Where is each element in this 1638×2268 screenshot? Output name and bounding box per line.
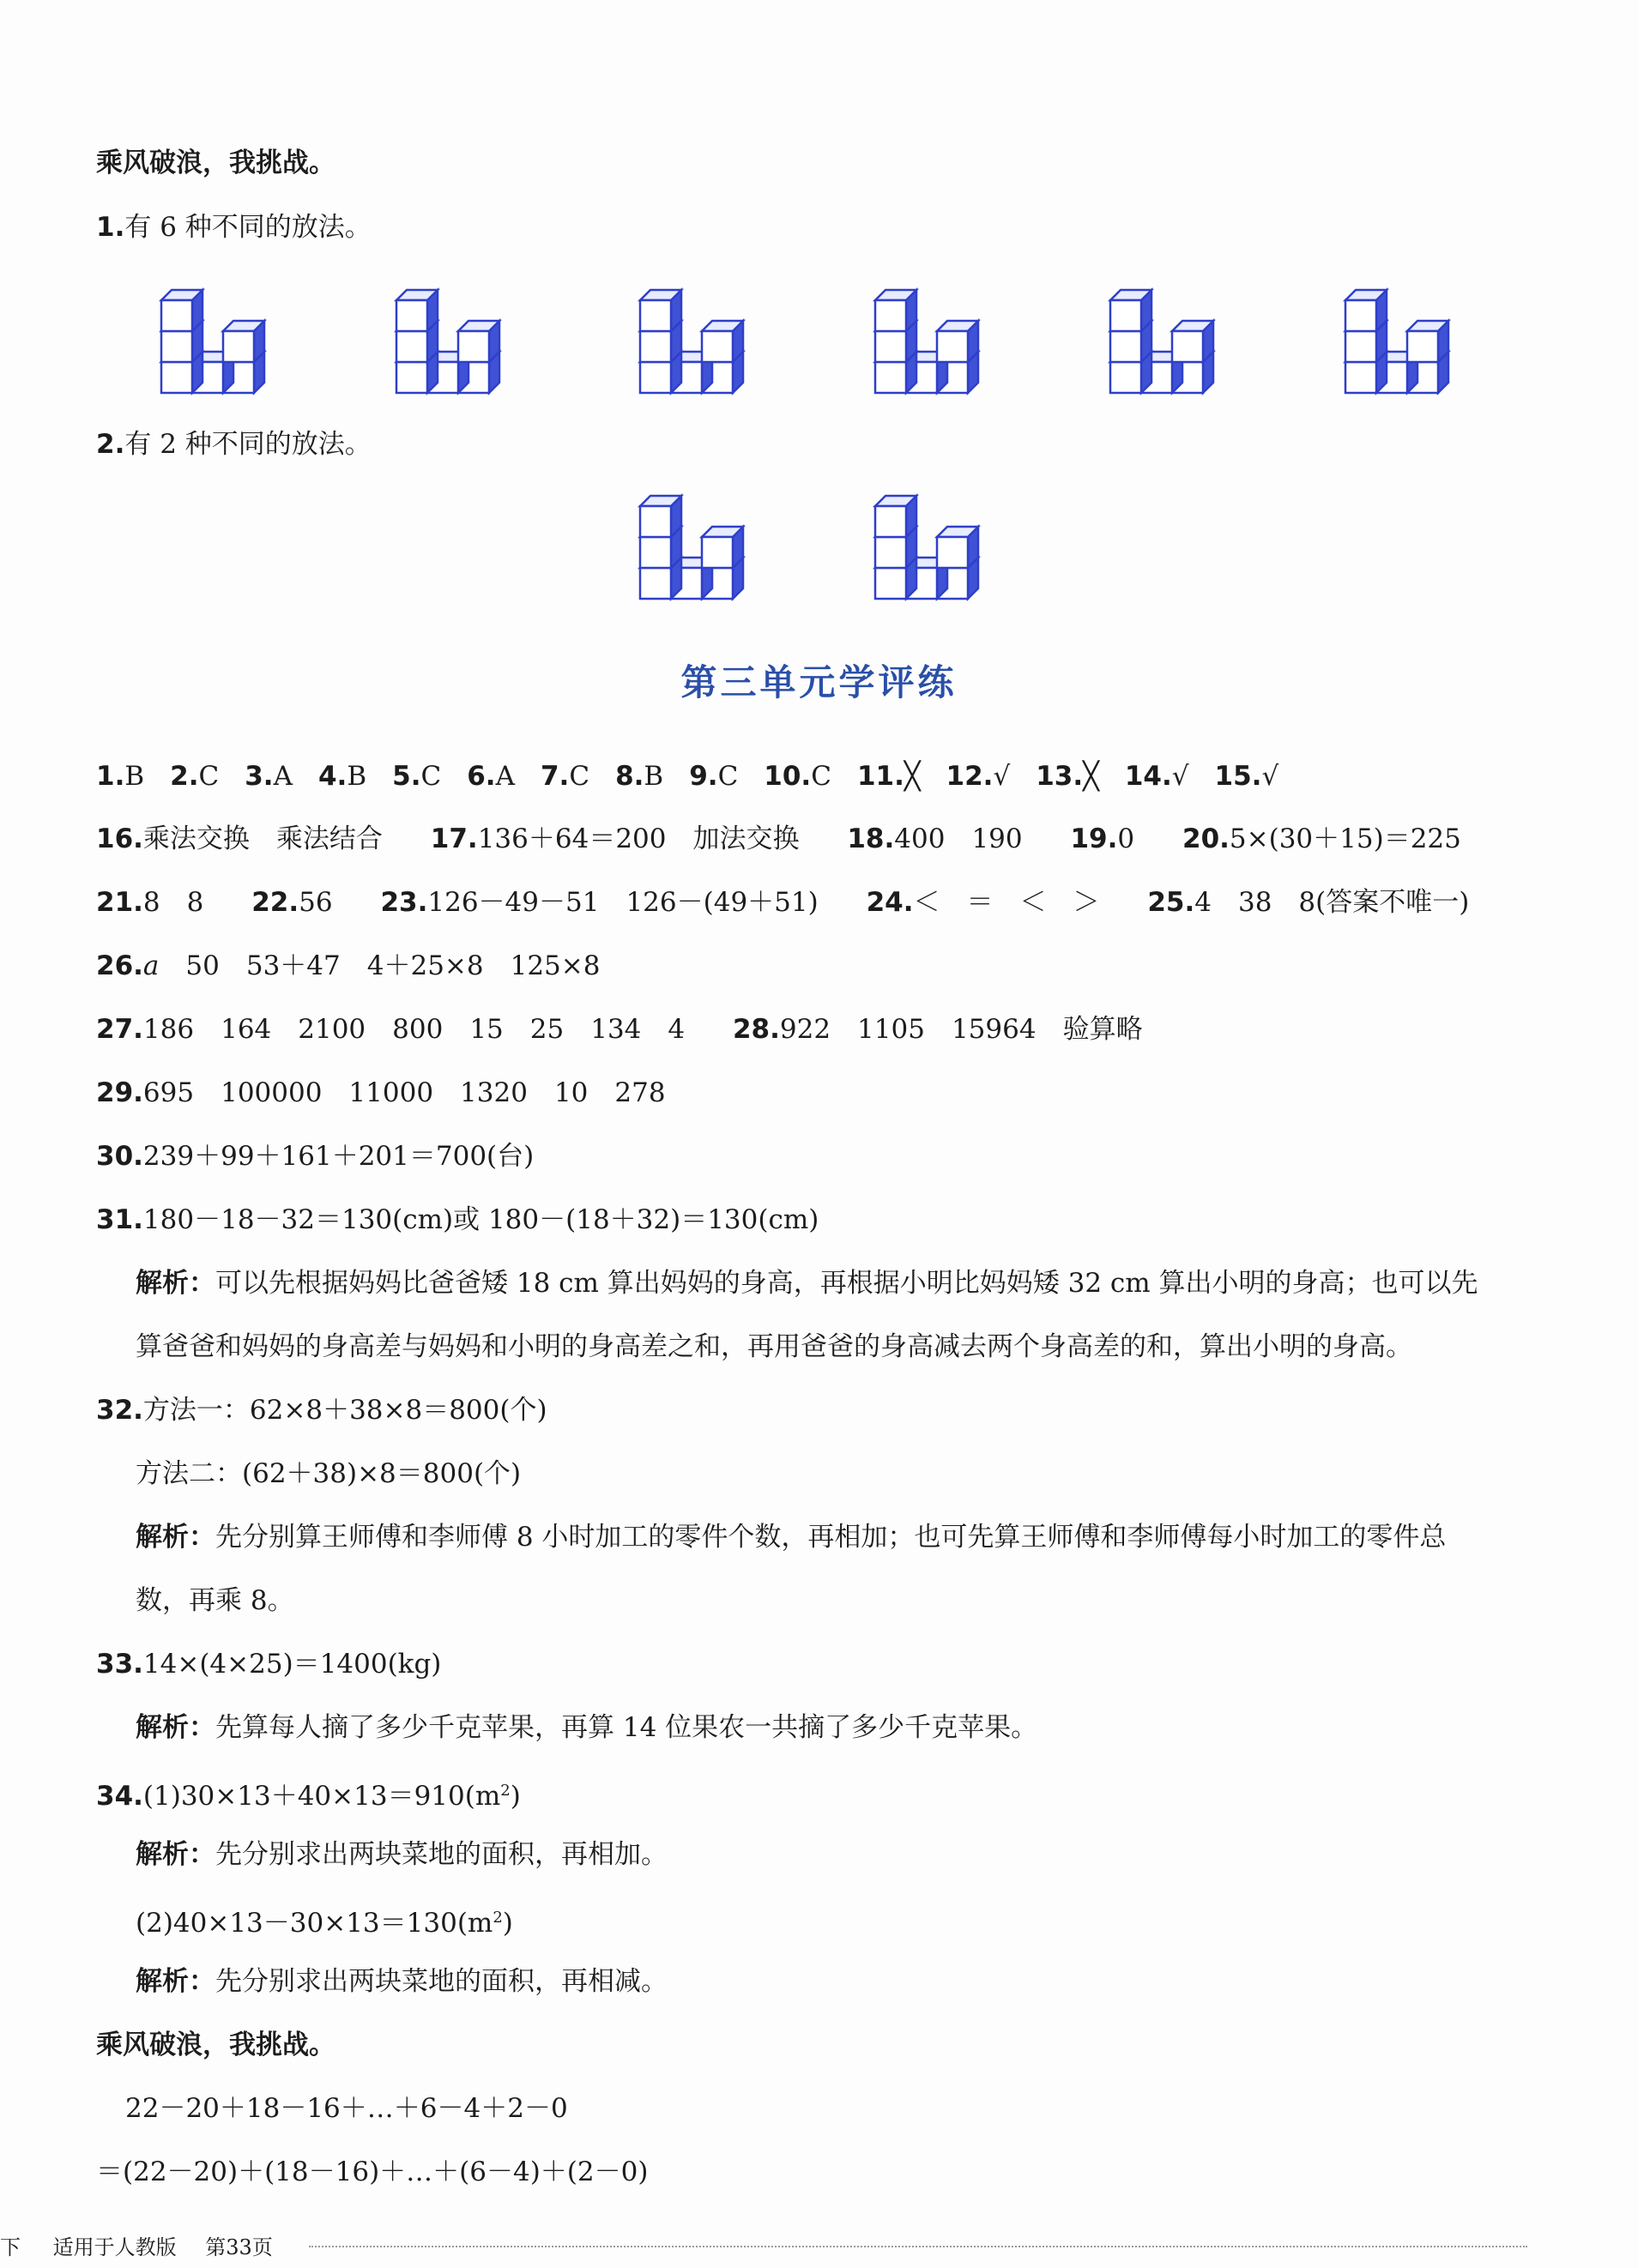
analysis-text: 算爸爸和妈妈的身高差与妈妈和小明的身高差之和，再用爸爸的身高减去两个身高差的和，算出小明的身高。	[136, 1331, 1412, 1362]
num-6: 6.	[467, 761, 496, 792]
analysis-32-line-1	[136, 1520, 1446, 1554]
num-5: 5.	[392, 761, 421, 792]
analysis-34-2	[136, 1964, 668, 1999]
cube-arrangements-2	[0, 480, 1638, 609]
ans-18: 400 190	[894, 823, 1023, 854]
ans-28: 922 1105 15964 验算略	[779, 1014, 1143, 1045]
answers-row-32b	[136, 1457, 521, 1491]
analysis-label: 解析：	[136, 1712, 215, 1743]
q-text: 有 6 种不同的放法。	[124, 212, 372, 243]
num-4: 4.	[317, 761, 348, 792]
ans-1: B	[124, 761, 145, 792]
answers-row-16-20	[96, 822, 1461, 856]
analysis-label: 解析：	[136, 1268, 215, 1299]
ans-20: 5×(30＋15)＝225	[1229, 823, 1461, 854]
num-15: 15.	[1214, 761, 1262, 792]
ans-29: 695 100000 11000 1320 10 278	[142, 1077, 666, 1108]
num-30: 30.	[96, 1141, 143, 1172]
cube-figure-1	[161, 290, 264, 393]
ans-26: 50 53＋47 4＋25×8 125×8	[159, 950, 601, 981]
num-34: 34.	[96, 1781, 143, 1813]
analysis-label: 解析：	[136, 1966, 215, 1997]
num-33: 33.	[96, 1649, 143, 1680]
ans-11: ╳	[904, 761, 921, 792]
paren: )	[510, 1781, 521, 1813]
ans-9: C	[717, 761, 739, 792]
num-8: 8.	[615, 761, 644, 792]
ans-12: √	[993, 761, 1011, 792]
superscript: 2	[493, 1909, 503, 1927]
num-20: 20.	[1182, 823, 1230, 854]
calc-line-1: 22－20＋18－16＋…＋6－4＋2－0	[125, 2093, 568, 2124]
num-9: 9.	[689, 761, 718, 792]
answers-row-33	[96, 1647, 441, 1681]
cube-figure-b-2	[875, 496, 978, 599]
ans-19: 0	[1117, 823, 1135, 854]
ans-32-method-2: 方法二：(62＋38)×8＝800(个)	[136, 1458, 522, 1489]
ans-14: √	[1171, 761, 1189, 792]
ans-16: 乘法交换 乘法结合	[142, 823, 383, 854]
footer-grade: 下	[0, 2235, 21, 2259]
ans-34-1: (1)30×13＋40×13＝910(m	[142, 1781, 501, 1813]
page-number: 第33页	[205, 2235, 273, 2259]
num-32: 32.	[96, 1395, 143, 1426]
question-1	[96, 210, 372, 244]
num-2: 2.	[170, 761, 199, 792]
cube-figure-6	[1345, 290, 1448, 393]
num-16: 16.	[96, 823, 143, 854]
analysis-text: 数，再乘 8。	[136, 1585, 294, 1616]
ans-27: 186 164 2100 800 15 25 134 4	[142, 1014, 686, 1045]
ans-15: √	[1261, 761, 1279, 792]
ans-33: 14×(4×25)＝1400(kg)	[142, 1649, 442, 1680]
ans-24: ＜ ＝ ＜ ＞	[913, 887, 1100, 918]
ans-13: ╳	[1083, 761, 1099, 792]
num-21: 21.	[96, 887, 143, 918]
ans-25: 4 38 8(答案不唯一)	[1194, 887, 1470, 918]
ans-30: 239＋99＋161＋201＝700(台)	[142, 1141, 535, 1172]
q-number: 2.	[96, 429, 125, 460]
ans-4: B	[347, 761, 367, 792]
page-footer	[0, 2230, 273, 2260]
analysis-text: 先分别算王师傅和李师傅 8 小时加工的零件个数，再相加；也可先算王师傅和李师傅每小时加工的零件总	[215, 1522, 1447, 1553]
ans-10: C	[811, 761, 831, 792]
analysis-31-line-2	[136, 1330, 1412, 1364]
ans-3: A	[273, 761, 293, 792]
cube-figure-2	[396, 290, 499, 393]
ans-6: A	[495, 761, 515, 792]
analysis-label: 解析：	[136, 1522, 215, 1553]
num-22: 22.	[251, 887, 299, 918]
num-11: 11.	[856, 761, 904, 792]
footer-divider	[309, 2246, 1527, 2247]
unit-title: 第三单元学评练	[680, 661, 958, 703]
answers-row-34b	[136, 1901, 513, 1940]
answers-row-32	[96, 1393, 547, 1427]
num-1: 1.	[96, 761, 125, 792]
num-27: 27.	[96, 1014, 143, 1045]
analysis-34-1	[136, 1837, 668, 1872]
num-12: 12.	[946, 761, 994, 792]
paren: )	[502, 1908, 513, 1939]
analysis-text: 先算每人摘了多少千克苹果，再算 14 位果农一共摘了多少千克苹果。	[215, 1712, 1038, 1743]
analysis-text: 先分别求出两块菜地的面积，再相加。	[215, 1839, 668, 1870]
ans-31: 180－18－32＝130(cm)或 180－(18＋32)＝130(cm)	[142, 1204, 819, 1235]
answers-row-21-25	[96, 885, 1469, 920]
question-2	[96, 427, 372, 461]
answers-row-34	[96, 1774, 521, 1813]
num-28: 28.	[732, 1014, 780, 1045]
ans-23: 126－49－51 126－(49＋51)	[427, 887, 819, 918]
analysis-31-line-1	[136, 1266, 1478, 1300]
num-3: 3.	[245, 761, 274, 792]
num-19: 19.	[1070, 823, 1118, 854]
calc-line-2: ＝(22－20)＋(18－16)＋…＋(6－4)＋(2－0)	[96, 2156, 649, 2187]
analysis-text: 可以先根据妈妈比爸爸矮 18 cm 算出妈妈的身高，再根据小明比妈妈矮 32 cm 算出小明的身高；也可以先	[215, 1268, 1478, 1299]
ans-17: 136＋64＝200 加法交换	[477, 823, 800, 854]
answers-row-1-15	[96, 759, 1304, 793]
num-25: 25.	[1147, 887, 1195, 918]
num-31: 31.	[96, 1204, 143, 1235]
q-number: 1.	[96, 212, 125, 243]
cube-figure-5	[1110, 290, 1213, 393]
cube-arrangements-6	[0, 257, 1638, 412]
num-17: 17.	[430, 823, 478, 854]
ans-7: C	[569, 761, 590, 792]
ans-8: B	[644, 761, 664, 792]
ans-34-2: (2)40×13－30×13＝130(m	[136, 1908, 493, 1939]
answers-row-30	[96, 1139, 534, 1173]
ans-2: C	[198, 761, 220, 792]
ans-5: C	[420, 761, 442, 792]
num-23: 23.	[380, 887, 428, 918]
ans-32-method-1: 方法一：62×8＋38×8＝800(个)	[142, 1395, 547, 1426]
num-14: 14.	[1124, 761, 1172, 792]
analysis-text: 先分别求出两块菜地的面积，再相减。	[215, 1966, 668, 1997]
answers-row-27-28	[96, 1012, 1143, 1047]
cube-figure-b-1	[640, 496, 743, 599]
analysis-32-line-2	[136, 1583, 294, 1618]
ans-21: 8 8	[142, 887, 204, 918]
num-7: 7.	[540, 761, 570, 792]
superscript: 2	[500, 1782, 511, 1800]
num-24: 24.	[866, 887, 914, 918]
challenge-heading-2: 乘风破浪，我挑战。	[96, 2030, 335, 2060]
answers-row-31	[96, 1203, 819, 1237]
analysis-label: 解析：	[136, 1839, 215, 1870]
challenge-heading: 乘风破浪，我挑战。	[96, 148, 335, 178]
answers-row-29	[96, 1076, 666, 1110]
ans-26-var: a	[142, 950, 160, 981]
num-18: 18.	[847, 823, 895, 854]
q-text: 有 2 种不同的放法。	[124, 429, 372, 460]
num-10: 10.	[764, 761, 812, 792]
analysis-33	[136, 1710, 1037, 1745]
answers-row-26	[96, 949, 600, 983]
cube-figure-4	[875, 290, 978, 393]
num-29: 29.	[96, 1077, 143, 1108]
footer-edition: 适用于人教版	[52, 2235, 177, 2259]
num-13: 13.	[1036, 761, 1084, 792]
ans-22: 56	[299, 887, 333, 918]
num-26: 26.	[96, 950, 143, 981]
cube-figure-3	[640, 290, 743, 393]
